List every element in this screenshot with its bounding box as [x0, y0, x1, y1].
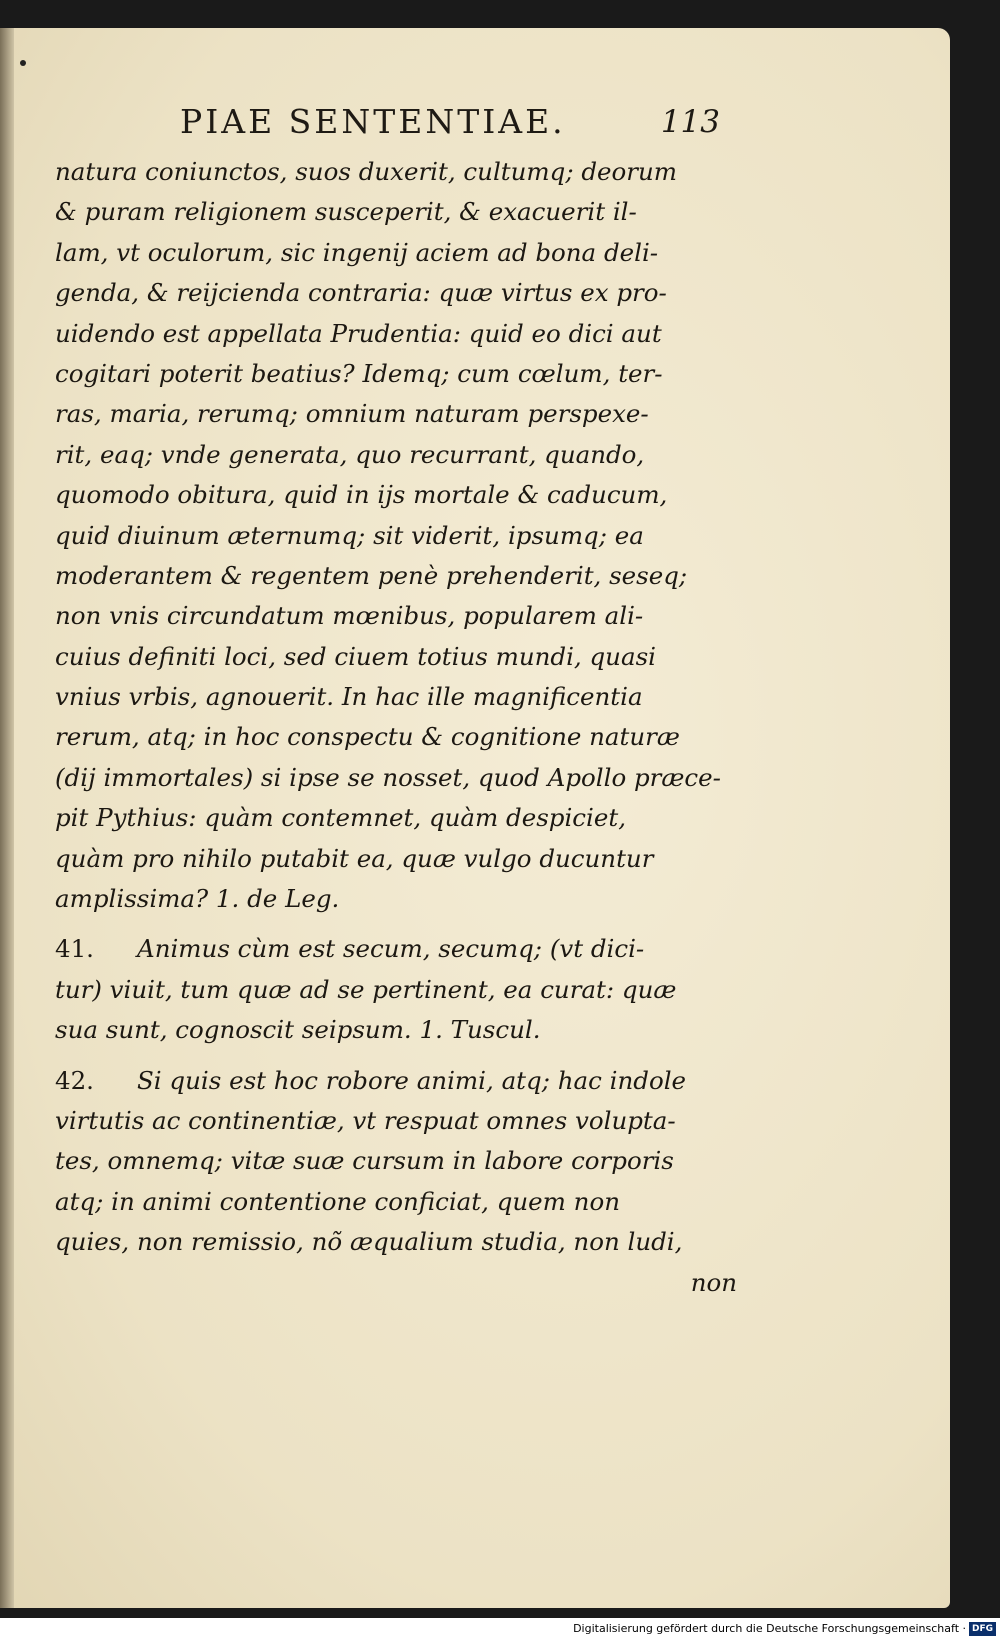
- text-line: sua sunt, cognoscit seipsum. 1. Tuscul.: [55, 1015, 541, 1045]
- text-line: quid diuinum æternumq; sit viderit, ipsumq; ea: [55, 520, 644, 550]
- text-line: tes, omnemq; vitæ suæ cursum in labore corporis: [55, 1146, 674, 1176]
- running-title: PIAE SENTENTIAE.: [180, 102, 566, 141]
- section-41-first-line: [55, 929, 745, 969]
- text-line: rerum, atq; in hoc conspectu & cognitione naturæ: [55, 722, 680, 752]
- text-line: cuius definiti loci, sed ciuem totius mundi, quasi: [55, 641, 656, 671]
- text-line: rit, eaq; vnde generata, quo recurrant, quando,: [55, 439, 645, 469]
- catchword: non: [690, 1267, 737, 1297]
- digitization-credit: Digitalisierung gefördert durch die Deutsche Forschungsgemeinschaft ·: [573, 1622, 966, 1635]
- section-number: 41.: [55, 934, 94, 964]
- section-42-first-line: [55, 1061, 745, 1101]
- text-line: quàm pro nihilo putabit ea, quæ vulgo ducuntur: [55, 843, 654, 873]
- section-number: 42.: [55, 1065, 94, 1095]
- text-line: tur) viuit, tum quæ ad se pertinent, ea curat: quæ: [55, 974, 677, 1004]
- text-line: moderantem & regentem penè prehenderit, seseq;: [55, 560, 688, 590]
- text-line: & puram religionem susceperit, & exacuerit il-: [55, 197, 637, 227]
- page-text: [55, 152, 745, 1303]
- text-line: amplissima? 1. de Leg.: [55, 884, 340, 914]
- text-line: uidendo est appellata Prudentia: quid eo dici aut: [55, 318, 662, 348]
- binding-hole: [20, 60, 26, 66]
- text-line: (dij immortales) si ipse se nosset, quod Apollo præce-: [55, 762, 721, 792]
- text-line: atq; in animi contentione conficiat, quem non: [55, 1186, 620, 1216]
- text-line: Animus cùm est secum, secumq; (vt dici-: [137, 934, 645, 964]
- text-line: quomodo obitura, quid in ijs mortale & caducum,: [55, 480, 668, 510]
- text-line: lam, vt oculorum, sic ingenij aciem ad bona deli-: [55, 237, 659, 267]
- text-line: pit Pythius: quàm contemnet, quàm despiciet,: [55, 803, 627, 833]
- text-line: ras, maria, rerumq; omnium naturam perspexe-: [55, 399, 649, 429]
- page-header: [180, 102, 720, 142]
- text-line: virtutis ac continentiæ, vt respuat omnes volupta-: [55, 1105, 676, 1135]
- text-line: vnius vrbis, agnouerit. In hac ille magnificentia: [55, 682, 643, 712]
- page-binding-edge: [0, 28, 14, 1608]
- text-line: Si quis est hoc robore animi, atq; hac indole: [137, 1065, 687, 1095]
- text-line: quies, non remissio, nõ æqualium studia, non ludi,: [55, 1227, 683, 1257]
- text-line: natura coniunctos, suos duxerit, cultumq; deorum: [55, 157, 678, 186]
- text-line: genda, & reijcienda contraria: quæ virtus ex pro-: [55, 278, 667, 308]
- page-number: 113: [660, 104, 720, 140]
- text-line: cogitari poterit beatius? Idemq; cum cœlum, ter-: [55, 358, 663, 388]
- text-line: non vnis circundatum mœnibus, popularem ali-: [55, 601, 644, 631]
- dfg-logo-icon: DFG: [969, 1622, 996, 1636]
